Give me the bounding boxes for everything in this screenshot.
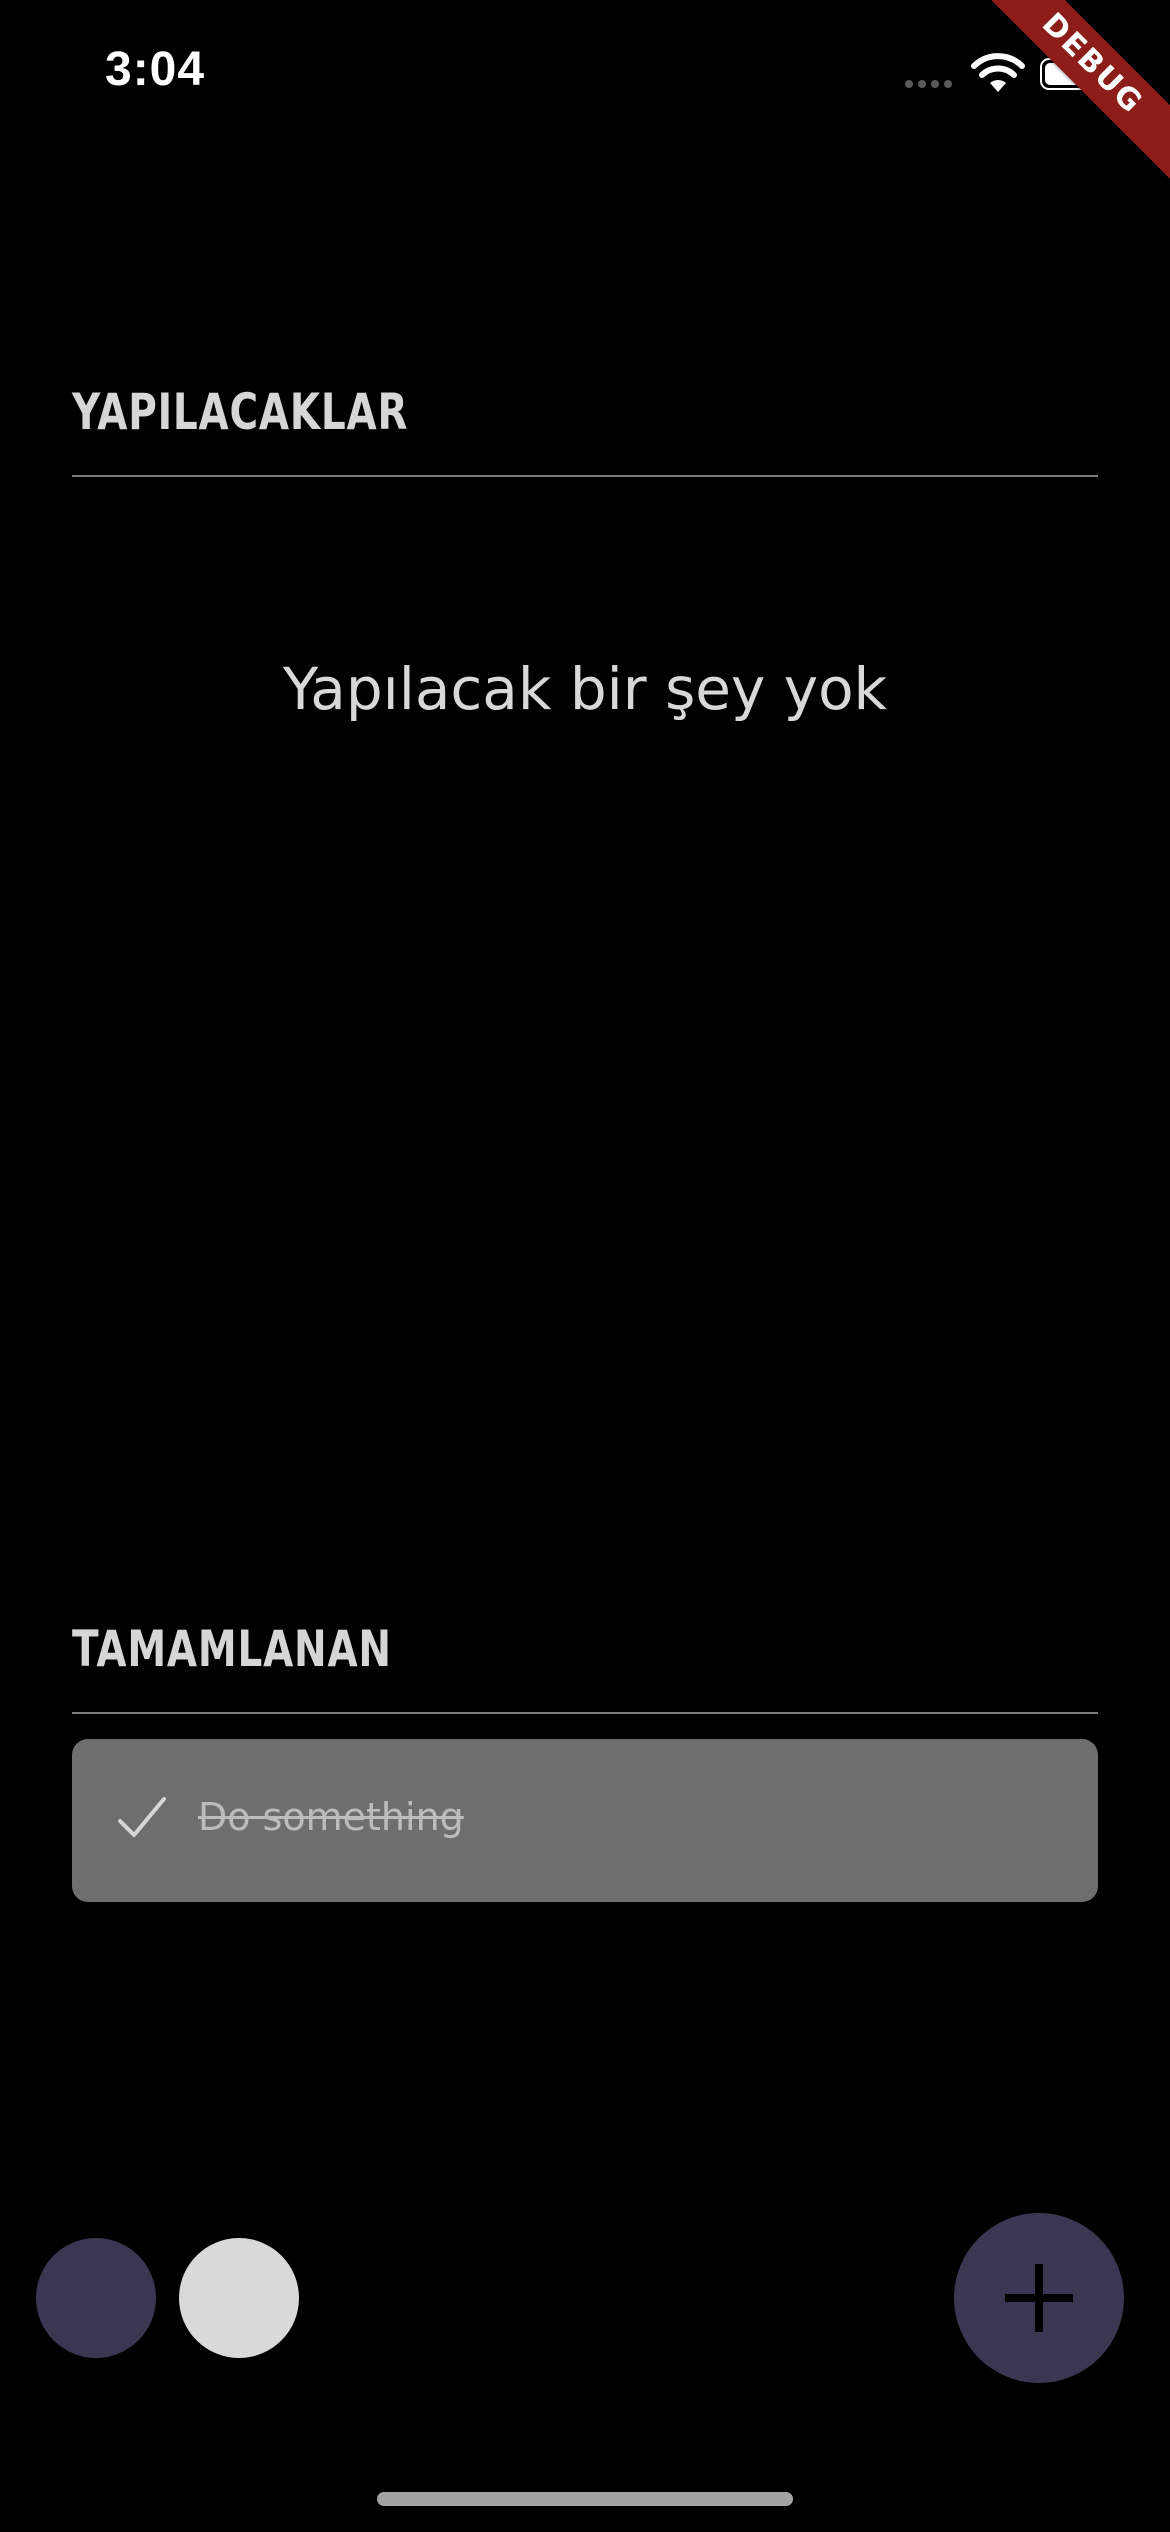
completed-item-text: Do something bbox=[198, 1795, 464, 1839]
empty-todo-message: Yapılacak bir şey yok bbox=[282, 655, 888, 723]
completed-divider bbox=[72, 1712, 1098, 1714]
theme-swatch-dark[interactable] bbox=[36, 2238, 156, 2358]
cellular-signal-icon bbox=[905, 80, 952, 88]
theme-swatch-light[interactable] bbox=[179, 2238, 299, 2358]
add-todo-button[interactable] bbox=[954, 2213, 1124, 2383]
completed-item[interactable] bbox=[72, 1739, 1098, 1902]
completed-section-title: TAMAMLANAN bbox=[72, 1620, 392, 1678]
status-time: 3:04 bbox=[105, 43, 206, 96]
todo-section-title: YAPILACAKLAR bbox=[72, 383, 409, 441]
home-indicator[interactable] bbox=[377, 2492, 793, 2506]
status-bar bbox=[0, 0, 1170, 150]
wifi-icon bbox=[970, 52, 1026, 94]
plus-icon bbox=[999, 2258, 1079, 2338]
check-icon[interactable] bbox=[112, 1789, 172, 1849]
debug-banner: DEBUG bbox=[968, 0, 1170, 188]
todo-divider bbox=[72, 475, 1098, 477]
